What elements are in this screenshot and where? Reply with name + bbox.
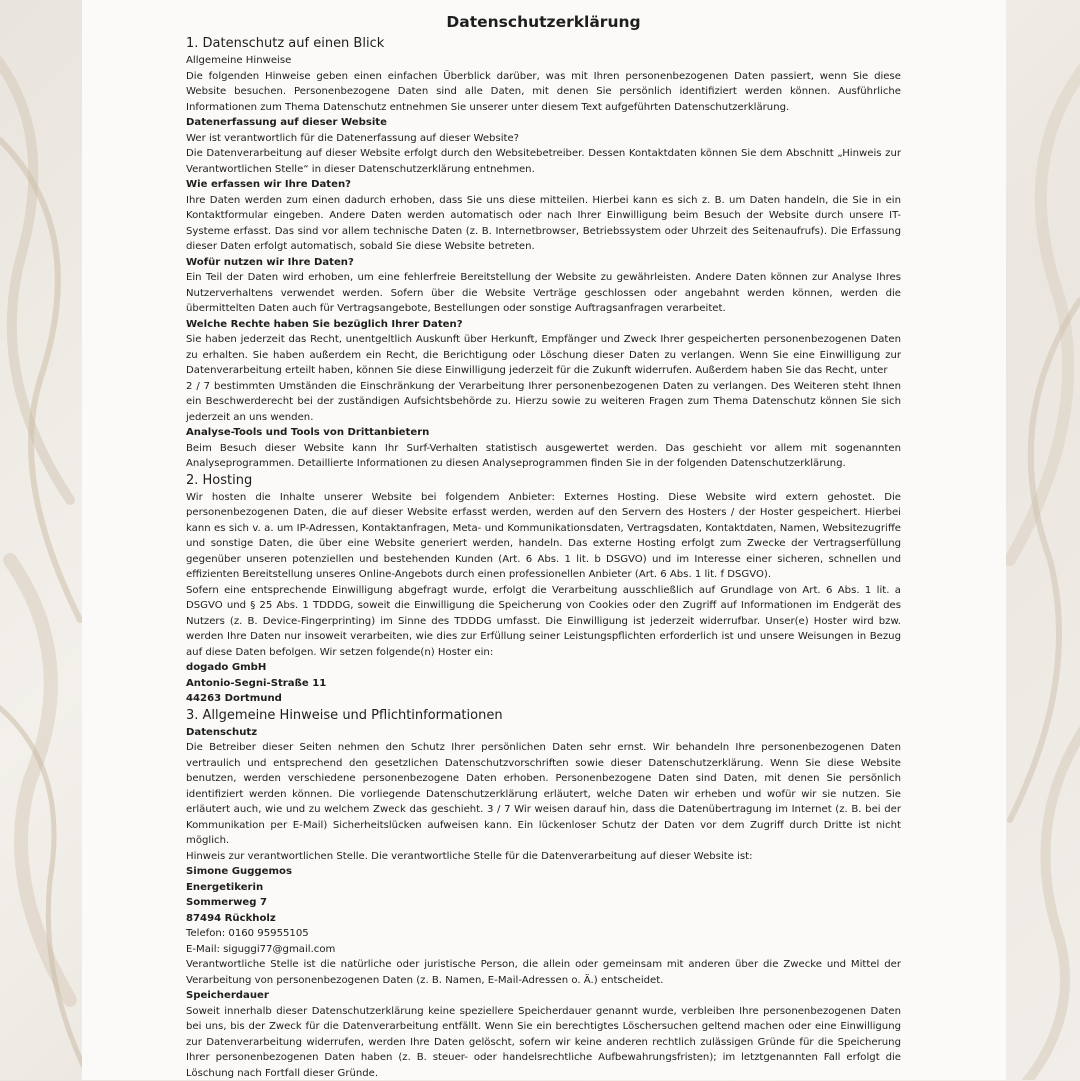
contact-name: Simone Guggemos — [186, 864, 901, 880]
erfassung-label: Datenerfassung auf dieser Website — [186, 115, 901, 131]
hosting-text-2: Sofern eine entsprechende Einwilligung abgefragt wurde, erfolgt die Verarbeitung ausschließlich auf Grundlage von Art. 6 Abs. 1 lit. a DSGVO und § 25 Abs. 1 TDDDG, soweit die Einwilligung die Speicherung von Cookies oder den Zugriff auf Informationen im Endgerät des Nutzers (z. B. Device-Fingerprinting) im Sinne des TDDDG umfasst. Die Einwilligung ist jederzeit widerrufbar. Unser(e) Hoster wird bzw. werden Ihre Daten nur insoweit verarbeiten, wie dies zur Erfüllung seiner Leistungspflichten erforderlich ist und unsere Weisungen in Bezug auf diese Daten befolgen. Wir setzen folgende(n) Hoster ein: — [186, 583, 901, 661]
verantwortlich-text: Verantwortliche Stelle ist die natürliche oder juristische Person, die allein oder gemeinsam mit anderen über die Zwecke und Mittel der Verarbeitung von personenbezogenen Daten (z. B. Namen, E-Mail-Adressen o. Ä.) entscheidet. — [186, 957, 901, 988]
section-3-heading: 3. Allgemeine Hinweise und Pflichtinformationen — [186, 707, 901, 725]
wofuer-text: Ein Teil der Daten wird erhoben, um eine fehlerfreie Bereitstellung der Website zu gewährleisten. Andere Daten können zur Analyse Ihres Nutzerverhaltens verwendet werden. Sofern über die Website Verträge geschlossen oder angebahnt werden können, werden die übermittelten Daten auch für Vertragsangebote, Bestellungen oder sonstige Auftragsanfragen verarbeitet. — [186, 270, 901, 317]
contact-phone: Telefon: 0160 95955105 — [186, 926, 901, 942]
allgemein-label: Allgemeine Hinweise — [186, 53, 901, 69]
erfassung-question: Wer ist verantwortlich für die Datenerfassung auf dieser Website? — [186, 131, 901, 147]
contact-street: Sommerweg 7 — [186, 895, 901, 911]
datenschutz-label: Datenschutz — [186, 725, 901, 741]
speicher-label: Speicherdauer — [186, 988, 901, 1004]
section-2-heading: 2. Hosting — [186, 472, 901, 490]
hoster-city: 44263 Dortmund — [186, 691, 901, 707]
rechte-label: Welche Rechte haben Sie bezüglich Ihrer Daten? — [186, 317, 901, 333]
wie-text: Ihre Daten werden zum einen dadurch erhoben, dass Sie uns diese mitteilen. Hierbei kann es sich z. B. um Daten handeln, die Sie in ein Kontaktformular eingeben. Andere Daten werden automatisch oder nach Ihrer Einwilligung beim Besuch der Website durch unsere IT-Systeme erfasst. Das sind vor allem technische Daten (z. B. Internetbrowser, Betriebssystem oder Uhrzeit des Seitenaufrufs). Die Erfassung dieser Daten erfolgt automatisch, sobald Sie diese Website betreten. — [186, 193, 901, 255]
rechte-text-2: 2 / 7 bestimmten Umständen die Einschränkung der Verarbeitung Ihrer personenbezogenen Daten zu verlangen. Des Weiteren steht Ihnen ein Beschwerderecht bei der zuständigen Aufsichtsbehörde zu. Hierzu sowie zu weiteren Fragen zum Thema Datenschutz können Sie sich jederzeit an uns wenden. — [186, 379, 901, 426]
contact-city: 87494 Rückholz — [186, 911, 901, 927]
section-1-heading: 1. Datenschutz auf einen Blick — [186, 35, 901, 53]
datenschutz-text: Die Betreiber dieser Seiten nehmen den Schutz Ihrer persönlichen Daten sehr ernst. Wir behandeln Ihre personenbezogenen Daten vertraulich und entsprechend den gesetzlichen Datenschutzvorschriften sowie dieser Datenschutzerklärung. Wenn Sie diese Website benutzen, werden verschiedene personenbezogene Daten erhoben. Personenbezogene Daten sind Daten, mit denen Sie persönlich identifiziert werden können. Die vorliegende Datenschutzerklärung erläutert, welche Daten wir erheben und wofür wir sie nutzen. Sie erläutert auch, wie und zu welchem Zweck das geschieht. 3 / 7 Wir weisen darauf hin, dass die Datenübertragung im Internet (z. B. bei der Kommunikation per E-Mail) Sicherheitslücken aufweisen kann. Ein lückenloser Schutz der Daten vor dem Zugriff durch Dritte ist nicht möglich. — [186, 740, 901, 849]
speicher-text: Soweit innerhalb dieser Datenschutzerklärung keine speziellere Speicherdauer genannt wurde, verbleiben Ihre personenbezogenen Daten bei uns, bis der Zweck für die Datenverarbeitung entfällt. Wenn Sie ein berechtigtes Löschersuchen geltend machen oder eine Einwilligung zur Datenverarbeitung widerrufen, werden Ihre Daten gelöscht, sofern wir keine anderen rechtlich zulässigen Gründe für die Speicherung Ihrer personenbezogenen Daten haben (z. B. steuer- oder handelsrechtliche Aufbewahrungsfristen); im letztgenannten Fall erfolgt die Löschung nach Fortfall dieser Gründe. — [186, 1004, 901, 1081]
erfassung-text: Die Datenverarbeitung auf dieser Website erfolgt durch den Websitebetreiber. Dessen Kontaktdaten können Sie dem Abschnitt „Hinweis zur Verantwortlichen Stelle“ in dieser Datenschutzerklärung entnehmen. — [186, 146, 901, 177]
analyse-label: Analyse-Tools und Tools von Drittanbietern — [186, 425, 901, 441]
document-page — [82, 0, 1006, 1080]
hosting-text-1: Wir hosten die Inhalte unserer Website bei folgendem Anbieter: Externes Hosting. Diese Website wird extern gehostet. Die personenbezogenen Daten, die auf dieser Website erfasst werden, werden auf den Servern des Hosters / der Hoster gespeichert. Hierbei kann es sich v. a. um IP-Adressen, Kontaktanfragen, Meta- und Kommunikationsdaten, Vertragsdaten, Kontaktdaten, Namen, Websitezugriffe und sonstige Daten, die über eine Website generiert werden, handeln. Das externe Hosting erfolgt zum Zwecke der Vertragserfüllung gegenüber unseren potenziellen und bestehenden Kunden (Art. 6 Abs. 1 lit. b DSGVO) und im Interesse einer sicheren, schnellen und effizienten Bereitstellung unseres Online-Angebots durch einen professionellen Anbieter (Art. 6 Abs. 1 lit. f DSGVO). — [186, 490, 901, 583]
wofuer-label: Wofür nutzen wir Ihre Daten? — [186, 255, 901, 271]
rechte-text-1: Sie haben jederzeit das Recht, unentgeltlich Auskunft über Herkunft, Empfänger und Zweck Ihrer gespeicherten personenbezogenen Daten zu erhalten. Sie haben außerdem ein Recht, die Berichtigung oder Löschung dieser Daten zu verlangen. Wenn Sie eine Einwilligung zur Datenverarbeitung erteilt haben, können Sie diese Einwilligung jederzeit für die Zukunft widerrufen. Außerdem haben Sie das Recht, unter — [186, 332, 901, 379]
hoster-name: dogado GmbH — [186, 660, 901, 676]
analyse-text: Beim Besuch dieser Website kann Ihr Surf-Verhalten statistisch ausgewertet werden. Das geschieht vor allem mit sogenannten Analyseprogrammen. Detaillierte Informationen zu diesen Analyseprogrammen finden Sie in der folgenden Datenschutzerklärung. — [186, 441, 901, 472]
page-title: Datenschutzerklärung — [186, 11, 901, 33]
hinweis-line: Hinweis zur verantwortlichen Stelle. Die verantwortliche Stelle für die Datenverarbeitung auf dieser Website ist: — [186, 849, 901, 865]
hoster-street: Antonio-Segni-Straße 11 — [186, 676, 901, 692]
allgemein-text: Die folgenden Hinweise geben einen einfachen Überblick darüber, was mit Ihren personenbezogenen Daten passiert, wenn Sie diese Website besuchen. Personenbezogene Daten sind alle Daten, mit denen Sie persönlich identifiziert werden können. Ausführliche Informationen zum Thema Datenschutz entnehmen Sie unserer unter diesem Text aufgeführten Datenschutzerklärung. — [186, 69, 901, 116]
contact-role: Energetikerin — [186, 880, 901, 896]
wie-label: Wie erfassen wir Ihre Daten? — [186, 177, 901, 193]
contact-email: E-Mail: siguggi77@gmail.com — [186, 942, 901, 958]
